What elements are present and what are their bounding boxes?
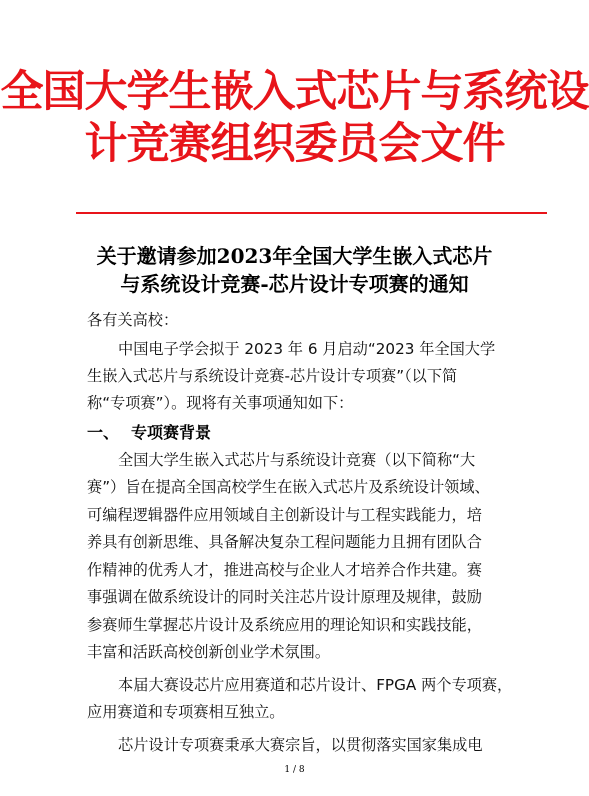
section-number: 一、 [87,423,120,442]
para1-line-6: 事强调在做系统设计的同时关注芯片设计原理及规律，鼓励 [87,588,482,606]
header-title-line-2: 计竞赛组织委员会文件 [84,119,505,169]
para1-line-3: 可编程逻辑器件应用领域自主创新设计与工程实践能力，培 [87,506,482,524]
para1-line-1: 全国大学生嵌入式芯片与系统设计竞赛（以下简称“大 [118,451,476,469]
intro-line-1: 中国电子学会拟于 2023 年 6 月启动“2023 年全国大学 [118,340,496,358]
header-title-line-1: 全国大学生嵌入式芯片与系统设 [0,67,589,117]
para1-line-8: 丰富和活跃高校创新创业学术氛围。 [87,643,330,661]
salutation: 各有关高校： [87,311,179,329]
para1-line-7: 参赛师生掌握芯片设计及系统应用的理论知识和实践技能， [87,616,482,634]
para1-line-4: 养具有创新思维、具备解决复杂工程问题能力且拥有团队合 [87,533,482,551]
section-title: 专项赛背景 [131,423,212,442]
para3-line-1: 芯片设计专项赛秉承大赛宗旨，以贯彻落实国家集成电 [118,736,483,754]
page-number: 1 / 8 [284,765,305,775]
header-divider [76,212,547,214]
notice-title-line-1: 关于邀请参加2023年全国大学生嵌入式芯片 [96,244,493,268]
intro-line-3: 称“专项赛”）。现将有关事项通知如下： [87,394,354,412]
notice-title-line-2: 与系统设计竞赛-芯片设计专项赛的通知 [120,272,469,296]
para1-line-5: 作精神的优秀人才，推进高校与企业人才培养合作共建。赛 [87,561,482,579]
intro-line-2: 生嵌入式芯片与系统设计竞赛-芯片设计专项赛”（以下简 [87,367,458,385]
para2-line-1: 本届大赛设芯片应用赛道和芯片设计、FPGA 两个专项赛， [118,676,513,694]
para2-line-2: 应用赛道和专项赛相互独立。 [87,703,285,721]
para1-line-2: 赛”）旨在提高全国高校学生在嵌入式芯片及系统设计领域、 [87,478,490,496]
section-heading [87,422,211,444]
